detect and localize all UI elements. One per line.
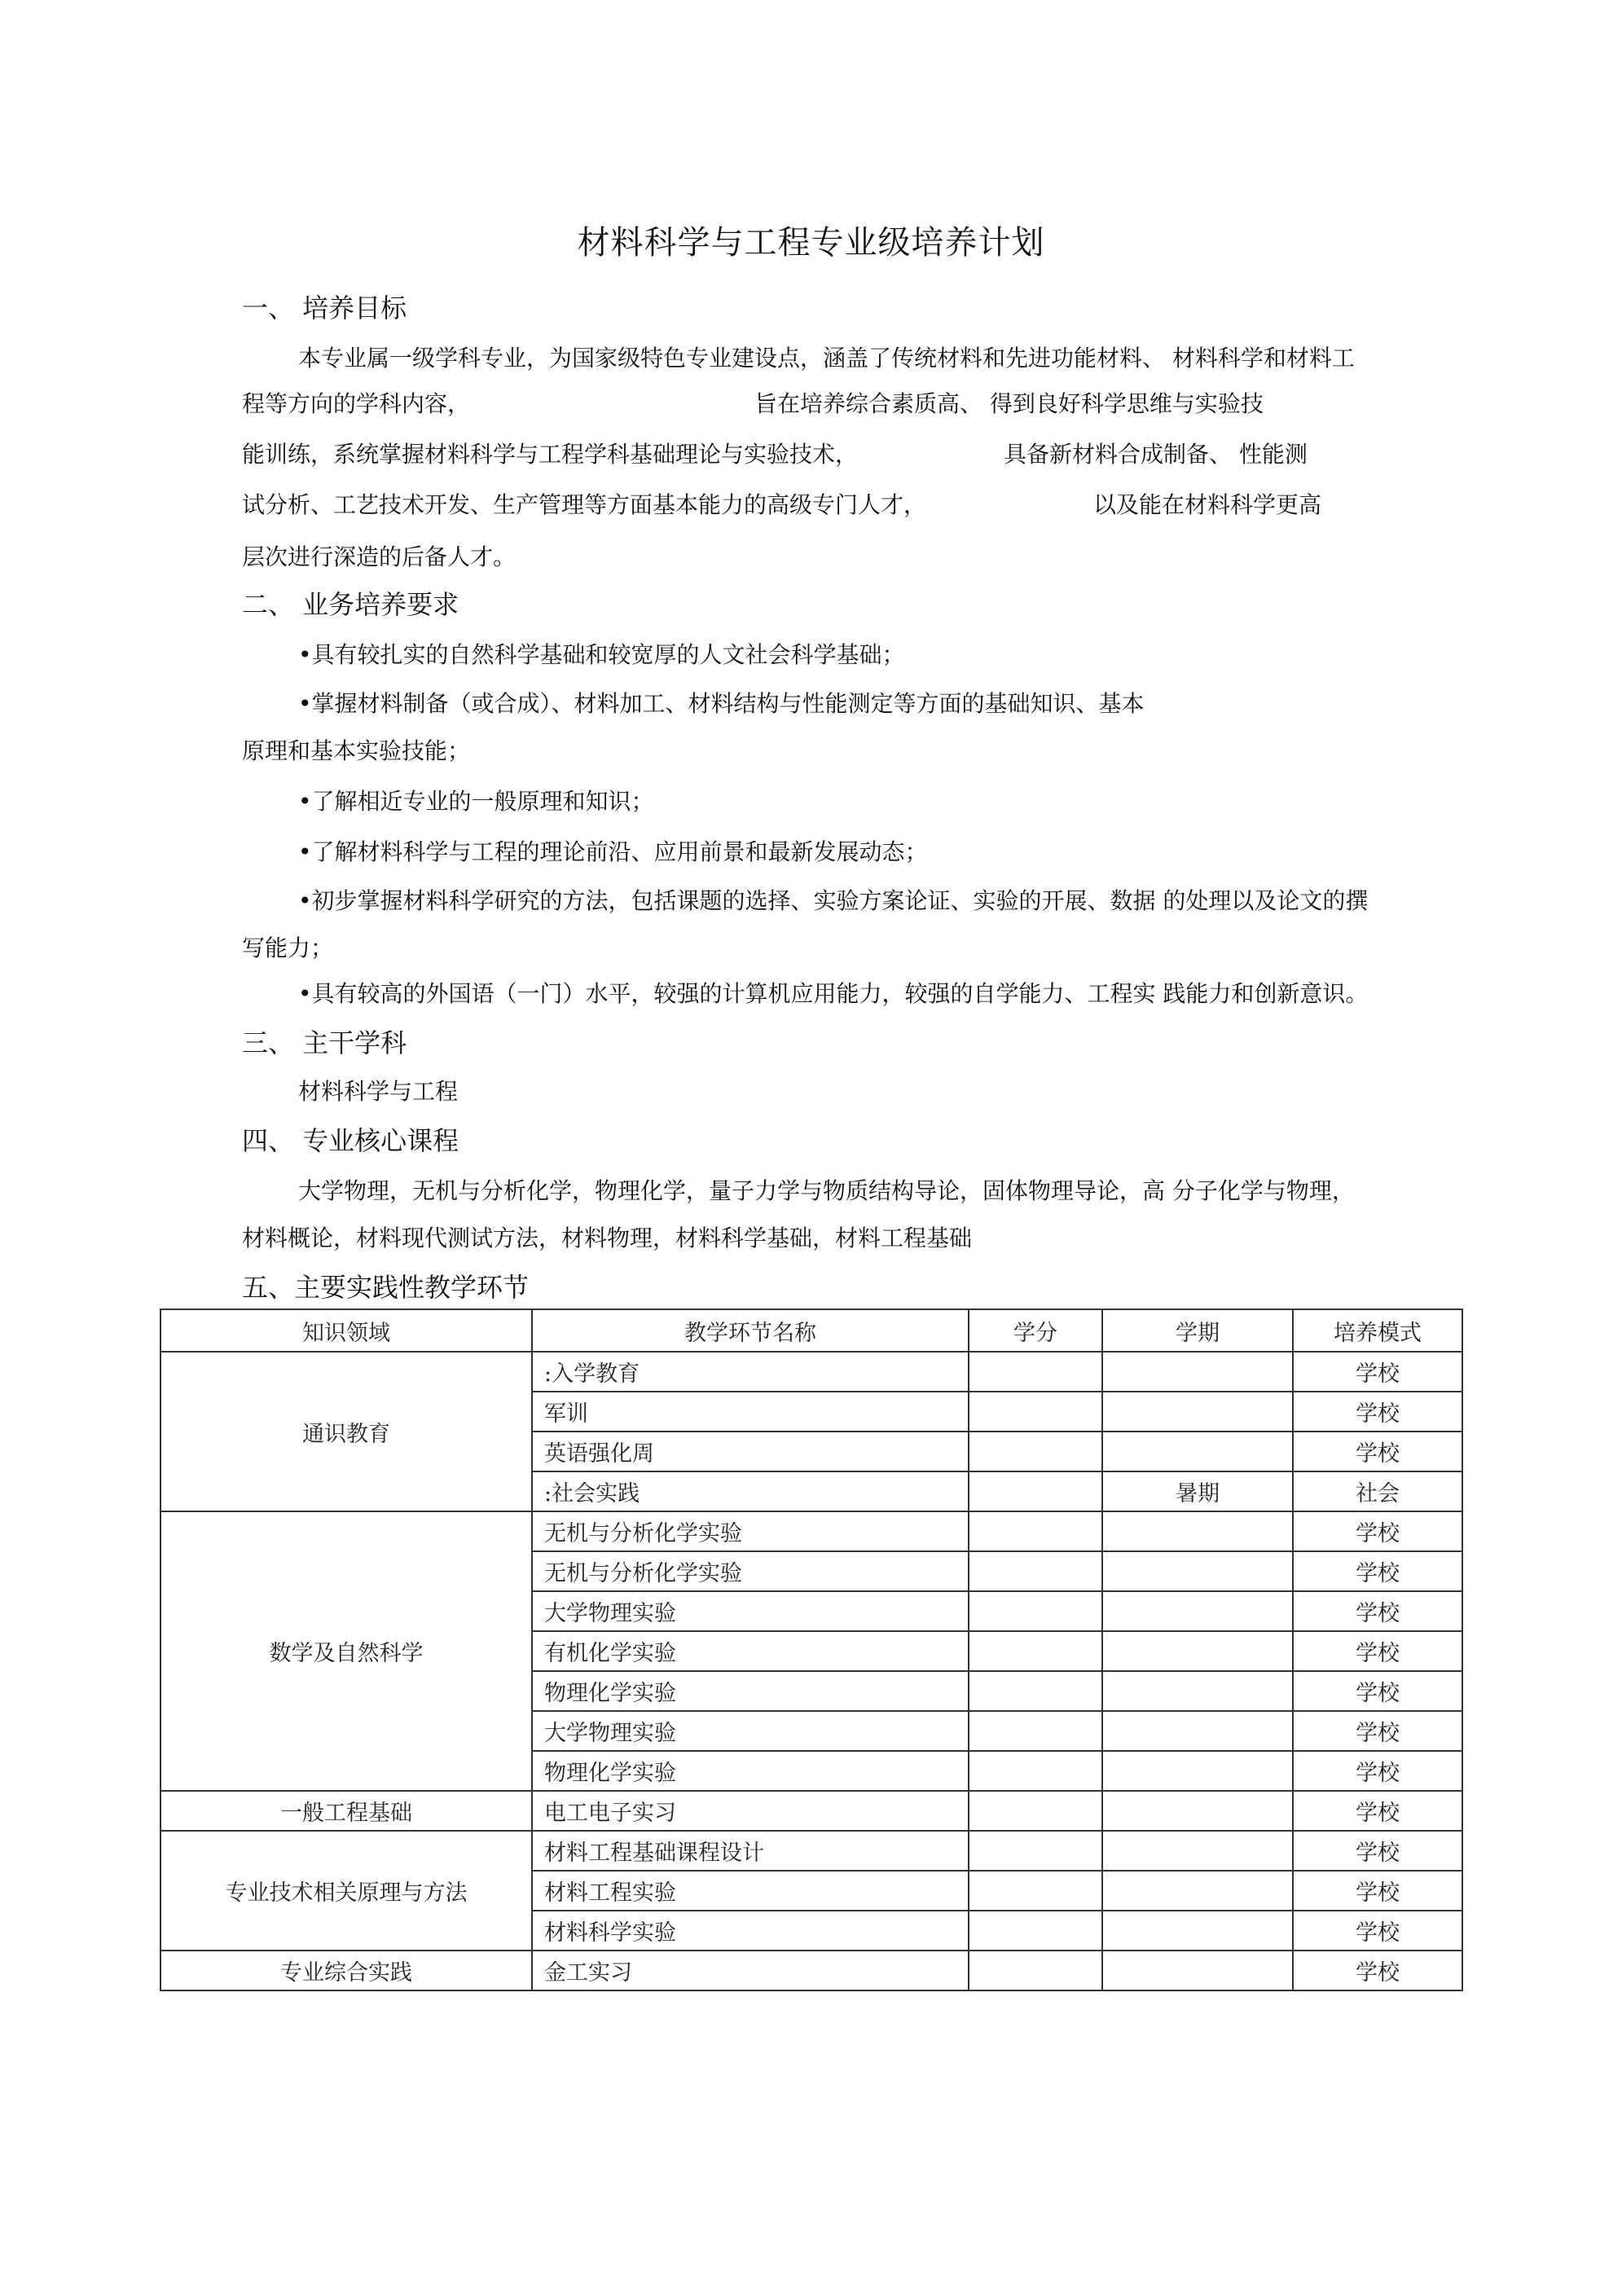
core-courses-line-1: 大学物理，无机与分析化学，物理化学，量子力学与物质结构导论，固体物理导论，高 分子化学与物理， xyxy=(298,1177,1355,1204)
name-cell: :社会实践 xyxy=(532,1471,969,1511)
requirement-item-continued: 原理和基本实验技能； xyxy=(242,737,471,764)
requirement-item: •了解相近专业的一般原理和知识； xyxy=(298,788,654,815)
credit-cell xyxy=(969,1711,1102,1751)
requirement-item: •掌握材料制备（或合成）、材料加工、材料结构与性能测定等方面的基础知识、基本 xyxy=(298,690,1145,717)
term-cell xyxy=(1102,1352,1293,1392)
term-cell xyxy=(1102,1911,1293,1951)
name-cell: 有机化学实验 xyxy=(532,1631,969,1671)
name-cell: 材料工程实验 xyxy=(532,1871,969,1911)
term-cell xyxy=(1102,1591,1293,1631)
mode-cell: 学校 xyxy=(1293,1631,1462,1671)
mode-cell: 学校 xyxy=(1293,1911,1462,1951)
section-heading-practice: 五、主要实践性教学环节 xyxy=(242,1272,530,1303)
credit-cell xyxy=(969,1591,1102,1631)
term-cell xyxy=(1102,1511,1293,1551)
credit-cell xyxy=(969,1352,1102,1392)
discipline-text: 材料科学与工程 xyxy=(298,1078,459,1105)
term-cell xyxy=(1102,1751,1293,1791)
credit-cell xyxy=(969,1831,1102,1871)
term-cell xyxy=(1102,1551,1293,1591)
goal-line-5: 层次进行深造的后备人才。 xyxy=(242,543,516,570)
goal-line-2a: 程等方向的学科内容， xyxy=(242,390,471,417)
credit-cell xyxy=(969,1392,1102,1432)
name-cell: 物理化学实验 xyxy=(532,1671,969,1711)
term-cell xyxy=(1102,1791,1293,1831)
requirement-item-continued: 写能力； xyxy=(242,935,334,961)
mode-cell: 学校 xyxy=(1293,1591,1462,1631)
section-heading-goal: 一、 培养目标 xyxy=(242,292,407,323)
mode-cell: 学校 xyxy=(1293,1791,1462,1831)
column-header-credit: 学分 xyxy=(969,1309,1102,1352)
name-cell: 物理化学实验 xyxy=(532,1751,969,1791)
mode-cell: 学校 xyxy=(1293,1352,1462,1392)
credit-cell xyxy=(969,1871,1102,1911)
requirement-item: •具有较扎实的自然科学基础和较宽厚的人文社会科学基础； xyxy=(298,641,905,668)
table-row xyxy=(160,1511,1462,1551)
goal-line-3a: 能训练，系统掌握材料科学与工程学科基础理论与实验技术， xyxy=(242,441,859,468)
column-header-term: 学期 xyxy=(1102,1309,1293,1352)
mode-cell: 学校 xyxy=(1293,1511,1462,1551)
domain-cell: 一般工程基础 xyxy=(160,1791,532,1831)
section-heading-core: 四、 专业核心课程 xyxy=(242,1125,459,1156)
mode-cell: 学校 xyxy=(1293,1432,1462,1471)
name-cell: 军训 xyxy=(532,1392,969,1432)
term-cell xyxy=(1102,1631,1293,1671)
name-cell: 大学物理实验 xyxy=(532,1591,969,1631)
name-cell: 无机与分析化学实验 xyxy=(532,1511,969,1551)
domain-cell: 通识教育 xyxy=(160,1352,532,1511)
name-cell: :入学教育 xyxy=(532,1352,969,1392)
mode-cell: 学校 xyxy=(1293,1392,1462,1432)
credit-cell xyxy=(969,1951,1102,1990)
table-row xyxy=(160,1791,1462,1831)
mode-cell: 学校 xyxy=(1293,1831,1462,1871)
table-row xyxy=(160,1352,1462,1392)
column-header-name: 教学环节名称 xyxy=(532,1309,969,1352)
core-courses-line-2: 材料概论，材料现代测试方法，材料物理，材料科学基础，材料工程基础 xyxy=(242,1225,973,1251)
column-header-mode: 培养模式 xyxy=(1293,1309,1462,1352)
name-cell: 电工电子实习 xyxy=(532,1791,969,1831)
goal-line-4b: 以及能在材料科学更高 xyxy=(1093,491,1322,518)
term-cell xyxy=(1102,1392,1293,1432)
domain-cell: 数学及自然科学 xyxy=(160,1511,532,1791)
goal-line-4a: 试分析、工艺技术开发、生产管理等方面基本能力的高级专门人才， xyxy=(242,491,927,518)
page-title: 材料科学与工程专业级培养计划 xyxy=(577,224,1045,262)
section-heading-requirements: 二、 业务培养要求 xyxy=(242,589,459,620)
name-cell: 大学物理实验 xyxy=(532,1711,969,1751)
domain-cell: 专业综合实践 xyxy=(160,1951,532,1990)
name-cell: 无机与分析化学实验 xyxy=(532,1551,969,1591)
credit-cell xyxy=(969,1791,1102,1831)
mode-cell: 学校 xyxy=(1293,1711,1462,1751)
name-cell: 材料科学实验 xyxy=(532,1911,969,1951)
credit-cell xyxy=(969,1471,1102,1511)
term-cell xyxy=(1102,1671,1293,1711)
name-cell: 金工实习 xyxy=(532,1951,969,1990)
column-header-domain: 知识领域 xyxy=(160,1309,532,1352)
credit-cell xyxy=(969,1671,1102,1711)
credit-cell xyxy=(969,1911,1102,1951)
credit-cell xyxy=(969,1551,1102,1591)
mode-cell: 学校 xyxy=(1293,1951,1462,1990)
requirement-item: •具有较高的外国语（一门）水平，较强的计算机应用能力，较强的自学能力、工程实 践能力和创新意识。 xyxy=(298,980,1369,1007)
credit-cell xyxy=(969,1511,1102,1551)
credit-cell xyxy=(969,1432,1102,1471)
requirement-item: •了解材料科学与工程的理论前沿、应用前景和最新发展动态； xyxy=(298,838,928,865)
table-row xyxy=(160,1951,1462,1990)
goal-line-2b: 旨在培养综合素质高、 得到良好科学思维与实验技 xyxy=(754,390,1264,417)
domain-cell: 专业技术相关原理与方法 xyxy=(160,1831,532,1951)
term-cell xyxy=(1102,1711,1293,1751)
section-heading-discipline: 三、 主干学科 xyxy=(242,1027,407,1058)
term-cell xyxy=(1102,1951,1293,1990)
term-cell: 暑期 xyxy=(1102,1471,1293,1511)
name-cell: 英语强化周 xyxy=(532,1432,969,1471)
name-cell: 材料工程基础课程设计 xyxy=(532,1831,969,1871)
mode-cell: 学校 xyxy=(1293,1871,1462,1911)
term-cell xyxy=(1102,1871,1293,1911)
practice-table xyxy=(160,1309,1463,1991)
term-cell xyxy=(1102,1831,1293,1871)
requirement-item: •初步掌握材料科学研究的方法，包括课题的选择、实验方案论证、实验的开展、数据 的处理以及论文的撰 xyxy=(298,887,1369,914)
table-header-row xyxy=(160,1309,1462,1352)
mode-cell: 学校 xyxy=(1293,1751,1462,1791)
credit-cell xyxy=(969,1751,1102,1791)
mode-cell: 学校 xyxy=(1293,1551,1462,1591)
mode-cell: 社会 xyxy=(1293,1471,1462,1511)
goal-line-1: 本专业属一级学科专业，为国家级特色专业建设点，涵盖了传统材料和先进功能材料、 材料科学和材料工 xyxy=(298,345,1355,372)
goal-line-3b: 具备新材料合成制备、 性能测 xyxy=(1004,441,1308,468)
term-cell xyxy=(1102,1432,1293,1471)
credit-cell xyxy=(969,1631,1102,1671)
mode-cell: 学校 xyxy=(1293,1671,1462,1711)
table-row xyxy=(160,1831,1462,1871)
